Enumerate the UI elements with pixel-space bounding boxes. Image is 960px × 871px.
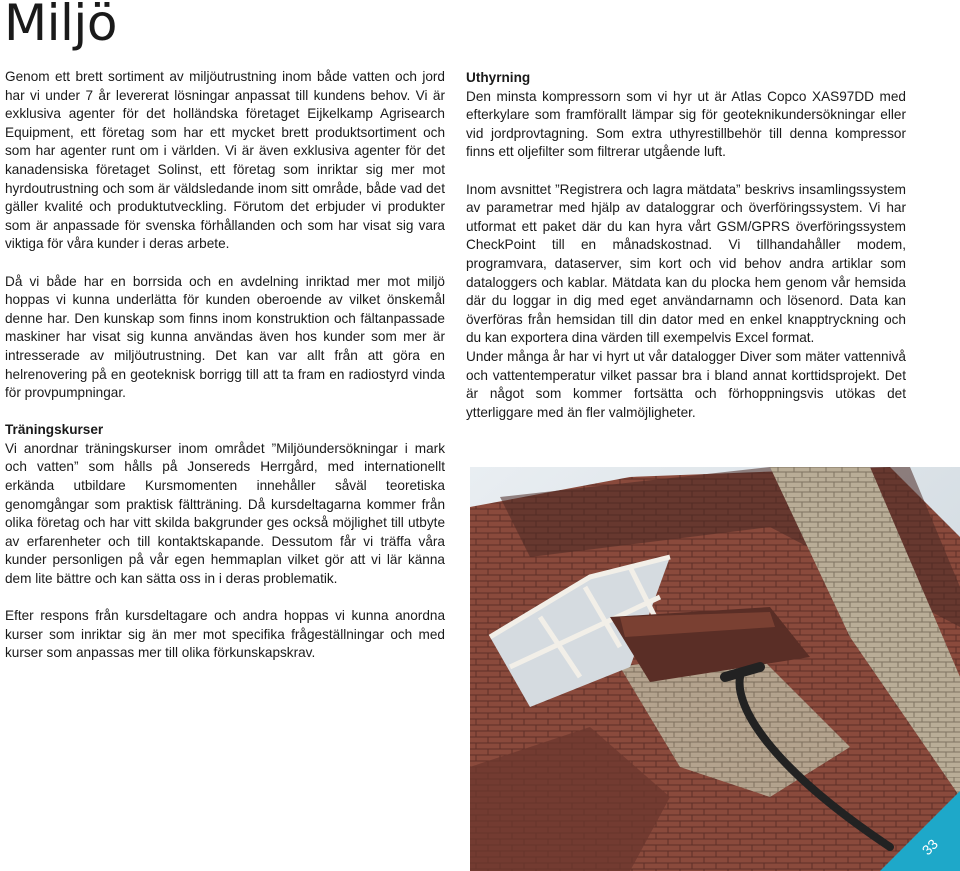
- training-paragraph: Vi anordnar träningskurser inom området ”Miljöundersökningar i mark och vatten” som hålls på Jonsereds Herrgård, med internationellt erkända utbildare Kursmomenten innehåller såväl teoretiska genomgångar som praktisk fältträning. Då kursdeltagarna kommer från olika företag och har vitt skilda bakgrunder ges också möjlighet till utbyte av erfarenheter och till kontaktskapande. Dessutom får vi träffa våra kunder personligen på vår egen hemmaplan vilket gör att vi lär känna dem lite bättre och kan sätta oss in i deras problematik.: [5, 440, 445, 587]
- left-column: [5, 68, 445, 663]
- page-number: 33: [919, 835, 942, 859]
- page-title: Miljö: [4, 0, 117, 52]
- training-heading: Träningskurser: [5, 422, 104, 438]
- intro-paragraph-1: Genom ett brett sortiment av miljöutrustning inom både vatten och jord har vi under 7 år levererat lösningar anpassat till kundens behov. Vi är exklusiva agenter för det holländska företaget Eijkelkamp Agrisearch Equipment, ett företag som har ett mycket brett produktsortiment och som har agenter runt om i världen. Vi är även exklusiva agenter för det kanadensiska företaget Solinst, ett företag som inriktar sig mer mot hyrdoutrustning och som är väldsledande inom sitt område, både vad det gäller kvalité och produktutveckling. Förutom det erbjuder vi produkter som är anpassade för svenska förhållanden och som har visat sig vara viktiga för våra kunder i deras arbete.: [5, 69, 445, 252]
- right-column: [466, 69, 906, 422]
- rental-heading: Uthyrning: [466, 70, 531, 85]
- page-corner-tab: [880, 791, 960, 871]
- rental-paragraph: Den minsta kompressorn som vi hyr ut är Atlas Copco XAS97DD med efterkylare som framförallt lämpar sig för geoteknikundersökningar eller vid jordprovtagning. Som extra uthyrestillbehör till denna kompressor finns ett oljefilter som filtrerar utgående luft.: [466, 88, 906, 160]
- closing-paragraph: Efter respons från kursdeltagare och andra hoppas vi kunna anordna kurser som inriktar sig än mer mot specifika frågeställningar och med kurser som anpassas mer till olika förkunskapskrav.: [5, 608, 445, 661]
- intro-paragraph-2: Då vi både har en borrsida och en avdelning inriktad mer mot miljö hoppas vi kunna underlätta för kunden oberoende av vilket önskemål denne har. Den kunskap som finns inom konstruktion och fältanpassade maskiner har visat sig kunna användas även hos kunder som mer är intresserade av miljöutrustning. Det kan var allt från att göra en helrenovering på en geoteknisk borrigg till att ta fram en radiostyrd vinda för provpumpningar.: [5, 273, 445, 401]
- datalogging-paragraph-1: Inom avsnittet ”Registrera och lagra mätdata” beskrivs insamlingssystem av parametrar med hjälp av dataloggrar och överföringssystem. Vi har utformat ett paket där du kan hyra vårt GSM/GPRS överföringssystem CheckPoint till en månadskostnad. Vi tillhandahåller modem, programvara, dataserver, sim kort och vid behov andra artiklar som dataloggers och kablar. Mätdata kan du plocka hem genom vår hemsida där du loggar in dig med eget användarnamn och lösenord. Data kan överföras från hemsidan till din dator med en enkel knapptryckning och du kan exportera dina värden till exempelvis Excel format.: [466, 181, 906, 346]
- datalogging-paragraph-2: Under många år har vi hyrt ut vår datalogger Diver som mäter vattennivå och vattentemperatur vilket passar bra i bland annat korttidsprojekt. Det är något som kommer fortsätta och förhoppningsvis utökas det ytterliggare med än fler valmöjligheter.: [466, 348, 906, 420]
